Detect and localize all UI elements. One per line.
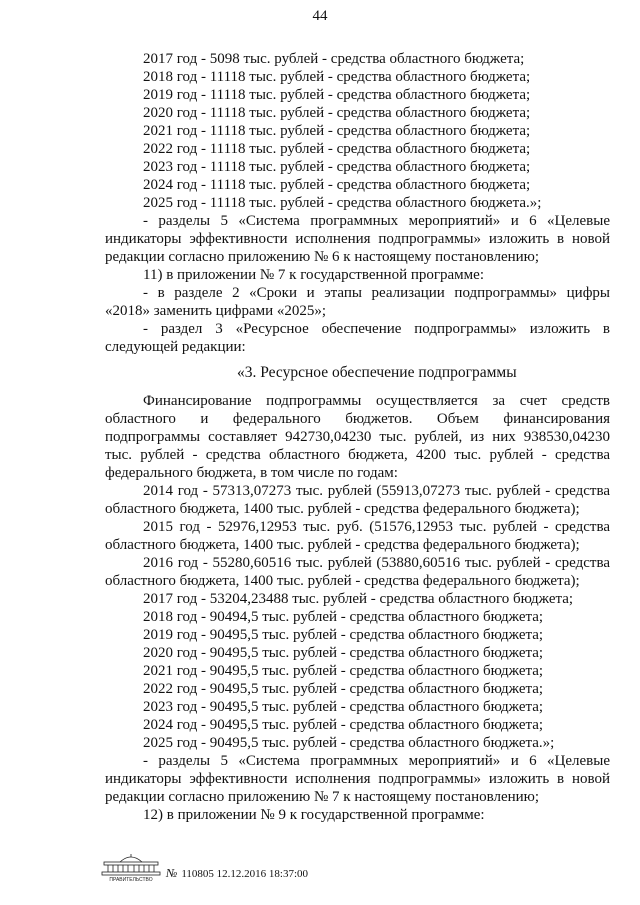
text-line: редакции согласно приложению № 6 к настоящему постановлению;	[105, 249, 540, 265]
text-line: - в разделе 2 «Сроки и этапы реализации подпрограммы» цифры	[143, 285, 610, 301]
text-line: 2019 год - 90495,5 тыс. рублей - средства областного бюджета;	[143, 627, 544, 643]
svg-text:ПРАВИТЕЛЬСТВО: ПРАВИТЕЛЬСТВО	[109, 877, 153, 882]
text-line: 11) в приложении № 7 к государственной программе:	[143, 267, 484, 283]
text-line: 2016 год - 55280,60516 тыс. рублей (53880,60516 тыс. рублей - средства	[143, 555, 610, 571]
text-line: 2021 год - 90495,5 тыс. рублей - средства областного бюджета;	[143, 663, 544, 679]
text-line: Финансирование подпрограммы осуществляется за счет средств	[143, 393, 610, 409]
text-line: 2025 год - 90495,5 тыс. рублей - средства областного бюджета.»;	[143, 735, 555, 751]
section-heading: «3. Ресурсное обеспечение подпрограммы	[237, 364, 517, 381]
text-line: 2025 год - 11118 тыс. рублей - средства областного бюджета.»;	[143, 195, 542, 211]
text-line: 2018 год - 11118 тыс. рублей - средства областного бюджета;	[143, 69, 531, 85]
text-line: - раздел 3 «Ресурсное обеспечение подпрограммы» изложить в	[143, 321, 610, 337]
text-line: 2024 год - 90495,5 тыс. рублей - средства областного бюджета;	[143, 717, 544, 733]
text-line: областного и федерального бюджетов. Объем финансирования	[105, 411, 610, 427]
text-line: 2020 год - 90495,5 тыс. рублей - средства областного бюджета;	[143, 645, 544, 661]
document-stamp	[166, 866, 308, 881]
text-line: 2022 год - 90495,5 тыс. рублей - средства областного бюджета;	[143, 681, 544, 697]
text-line: 2017 год - 53204,23488 тыс. рублей - средства областного бюджета;	[143, 591, 574, 607]
text-line: 2021 год - 11118 тыс. рублей - средства областного бюджета;	[143, 123, 531, 139]
text-line: - разделы 5 «Система программных мероприятий» и 6 «Целевые	[143, 753, 610, 769]
text-line: - разделы 5 «Система программных мероприятий» и 6 «Целевые	[143, 213, 610, 229]
footer	[100, 852, 308, 882]
text-line: 2019 год - 11118 тыс. рублей - средства областного бюджета;	[143, 87, 531, 103]
text-line: следующей редакции:	[105, 339, 246, 355]
text-line: 2017 год - 5098 тыс. рублей - средства областного бюджета;	[143, 51, 525, 67]
text-line: 2022 год - 11118 тыс. рублей - средства областного бюджета;	[143, 141, 531, 157]
text-line: 2023 год - 90495,5 тыс. рублей - средства областного бюджета;	[143, 699, 544, 715]
text-line: 2015 год - 52976,12953 тыс. руб. (51576,12953 тыс. рублей - средства	[143, 519, 610, 535]
text-line: индикаторы эффективности исполнения подпрограммы» изложить в новой	[105, 231, 610, 247]
text-line: областного бюджета, 1400 тыс. рублей - средства федерального бюджета);	[105, 537, 580, 553]
text-line: 12) в приложении № 9 к государственной программе:	[143, 807, 485, 823]
page-number: 44	[312, 8, 328, 24]
text-line: 2014 год - 57313,07273 тыс. рублей (55913,07273 тыс. рублей - средства	[143, 483, 610, 499]
text-line: подпрограммы составляет 942730,04230 тыс. рублей, из них 938530,04230	[105, 429, 610, 445]
text-line: тыс. рублей - средства областного бюджета, 4200 тыс. рублей - средства	[105, 447, 610, 463]
number-symbol: №	[166, 865, 178, 880]
text-line: 2024 год - 11118 тыс. рублей - средства областного бюджета;	[143, 177, 531, 193]
text-line: областного бюджета, 1400 тыс. рублей - средства федерального бюджета);	[105, 501, 580, 517]
text-line: редакции согласно приложению № 7 к настоящему постановлению;	[105, 789, 540, 805]
stamp-text: 110805 12.12.2016 18:37:00	[181, 867, 309, 880]
text-line: индикаторы эффективности исполнения подпрограммы» изложить в новой	[105, 771, 610, 787]
text-line: 2020 год - 11118 тыс. рублей - средства областного бюджета;	[143, 105, 531, 121]
text-line: 2018 год - 90494,5 тыс. рублей - средства областного бюджета;	[143, 609, 544, 625]
text-line: 2023 год - 11118 тыс. рублей - средства областного бюджета;	[143, 159, 531, 175]
government-building-logo	[100, 852, 162, 882]
text-line: федерального бюджета, в том числе по годам:	[105, 465, 398, 481]
text-line: «2018» заменить цифрами «2025»;	[105, 303, 327, 319]
text-line: областного бюджета, 1400 тыс. рублей - средства федерального бюджета);	[105, 573, 580, 589]
